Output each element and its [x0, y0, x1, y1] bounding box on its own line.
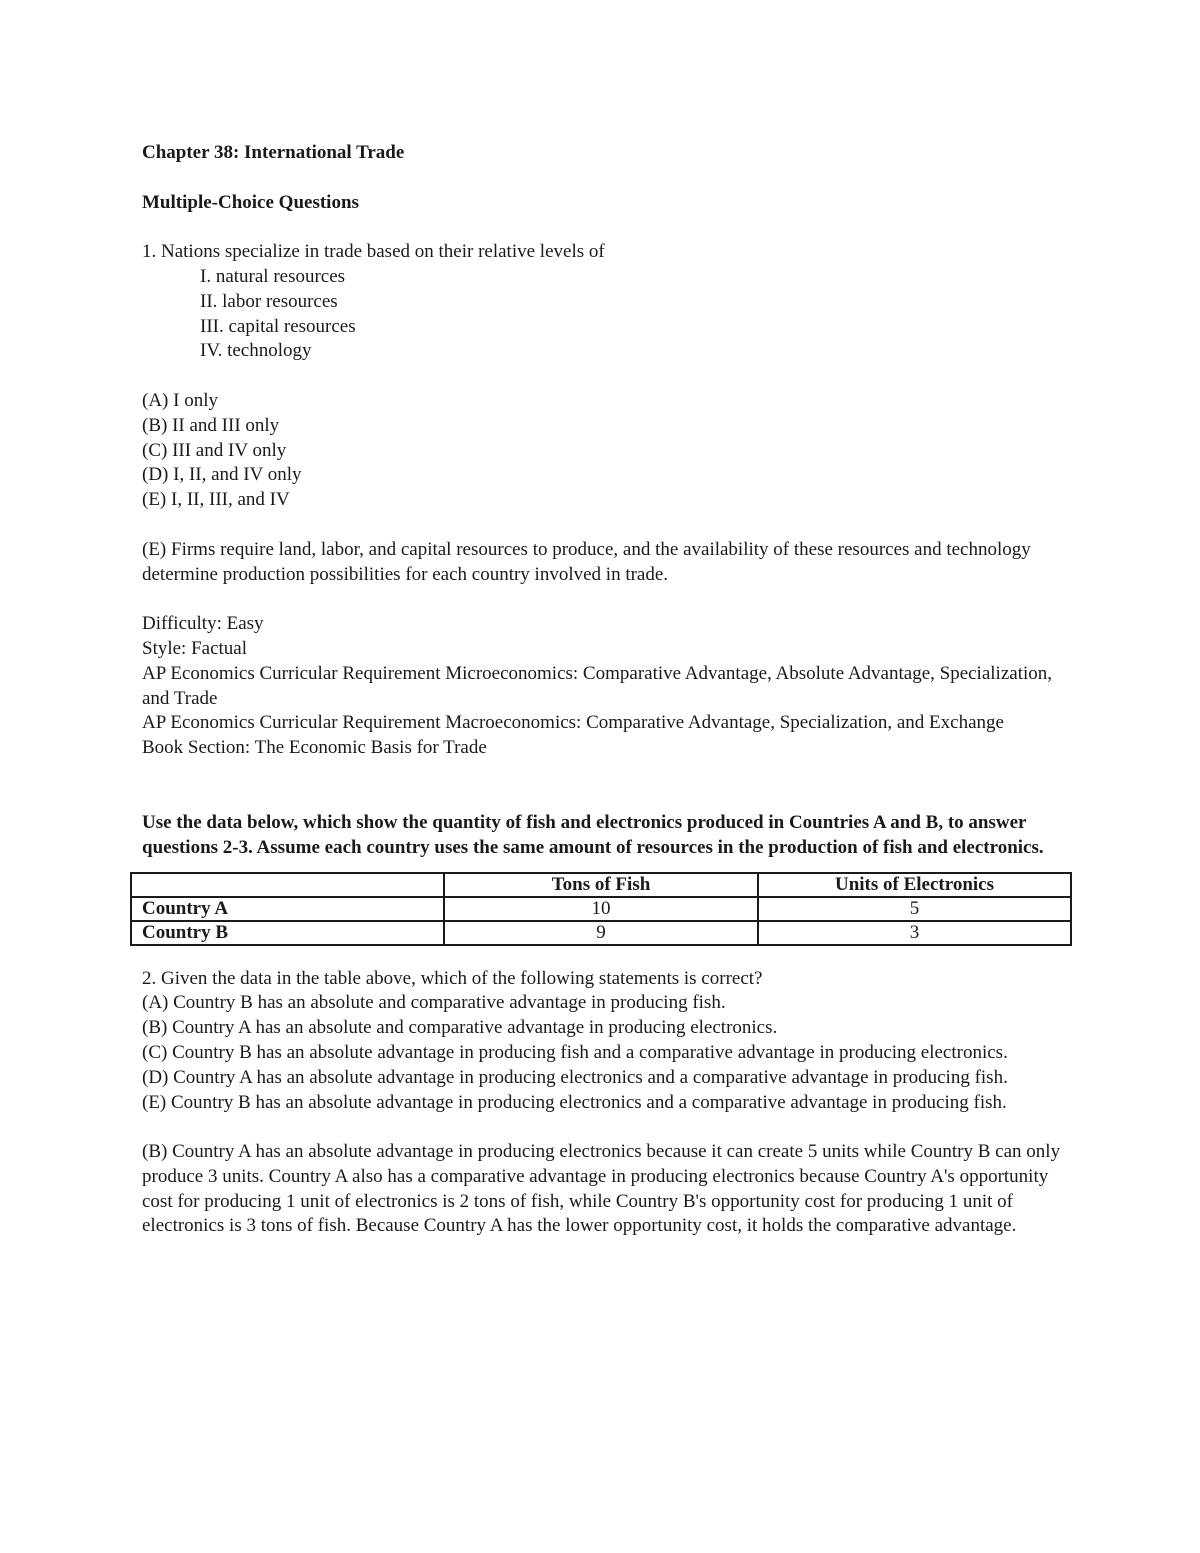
question-1-item: IV. technology	[200, 340, 312, 362]
table-row-label: Country A	[131, 897, 444, 921]
question-1-item: I. natural resources	[200, 265, 346, 287]
question-2-option: (E) Country B has an absolute advantage in producing electronics and a comparative advantage in producing fish.	[142, 1091, 1007, 1113]
document-page	[142, 141, 1072, 1239]
question-1-book-section: Book Section: The Economic Basis for Trade	[142, 737, 487, 759]
table-cell: 9	[444, 921, 758, 945]
question-2-stem: 2. Given the data in the table above, which of the following statements is correct?	[142, 967, 763, 989]
question-2-option: (C) Country B has an absolute advantage in producing fish and a comparative advantage in producing electronics.	[142, 1041, 1008, 1063]
chapter-title: Chapter 38: International Trade	[142, 142, 405, 163]
production-table	[130, 872, 1072, 946]
table-instructions: Use the data below, which show the quantity of fish and electronics produced in Countries A and B, to answer questions 2-3. Assume each country uses the same amount of resources in the production of fish and electronics.	[142, 811, 1044, 858]
table-row	[131, 921, 1071, 945]
section-title: Multiple-Choice Questions	[142, 191, 359, 213]
table-header-cell: Units of Electronics	[758, 873, 1071, 897]
table-cell: 3	[758, 921, 1071, 945]
question-1-option: (D) I, II, and IV only	[142, 464, 302, 486]
question-1-option: (E) I, II, III, and IV	[142, 489, 290, 511]
question-1-style: Style: Factual	[142, 637, 248, 659]
table-row	[131, 897, 1071, 921]
question-1-option: (A) I only	[142, 389, 218, 411]
question-1-item: III. capital resources	[200, 315, 356, 337]
question-1-item: II. labor resources	[200, 290, 338, 312]
table-cell: 10	[444, 897, 758, 921]
table-header-cell	[131, 873, 444, 897]
question-2-answer: (B) Country A has an absolute advantage in producing electronics because it can create 5 units while Country B can only produce 3 units. Country A also has a comparative advantage in producing electronics because Country A's opportunity cost for producing 1 unit of electronics is 2 tons of fish, while Country B's opportunity cost for producing 1 unit of electronics is 3 tons of fish. Because Country A has the lower opportunity cost, it holds the comparative advantage.	[142, 1141, 1061, 1237]
question-1-stem: 1. Nations specialize in trade based on their relative levels of	[142, 241, 605, 263]
question-2-option: (D) Country A has an absolute advantage in producing electronics and a comparative advantage in producing fish.	[142, 1066, 1008, 1088]
question-1-micro-requirement: AP Economics Curricular Requirement Microeconomics: Comparative Advantage, Absolute Advantage, Specialization, and Trade	[142, 662, 1053, 709]
question-2-option: (B) Country A has an absolute and comparative advantage in producing electronics.	[142, 1017, 778, 1039]
question-1-difficulty: Difficulty: Easy	[142, 613, 264, 635]
table-header-row	[131, 873, 1071, 897]
question-1-option: (B) II and III only	[142, 414, 280, 436]
table-cell: 5	[758, 897, 1071, 921]
question-1-option: (C) III and IV only	[142, 439, 287, 461]
table-row-label: Country B	[131, 921, 444, 945]
table-header-cell: Tons of Fish	[444, 873, 758, 897]
question-2-option: (A) Country B has an absolute and comparative advantage in producing fish.	[142, 992, 726, 1014]
question-1-macro-requirement: AP Economics Curricular Requirement Macroeconomics: Comparative Advantage, Specialization, and Exchange	[142, 712, 1004, 734]
question-1-answer: (E) Firms require land, labor, and capital resources to produce, and the availability of these resources and technology determine production possibilities for each country involved in trade.	[142, 538, 1031, 585]
